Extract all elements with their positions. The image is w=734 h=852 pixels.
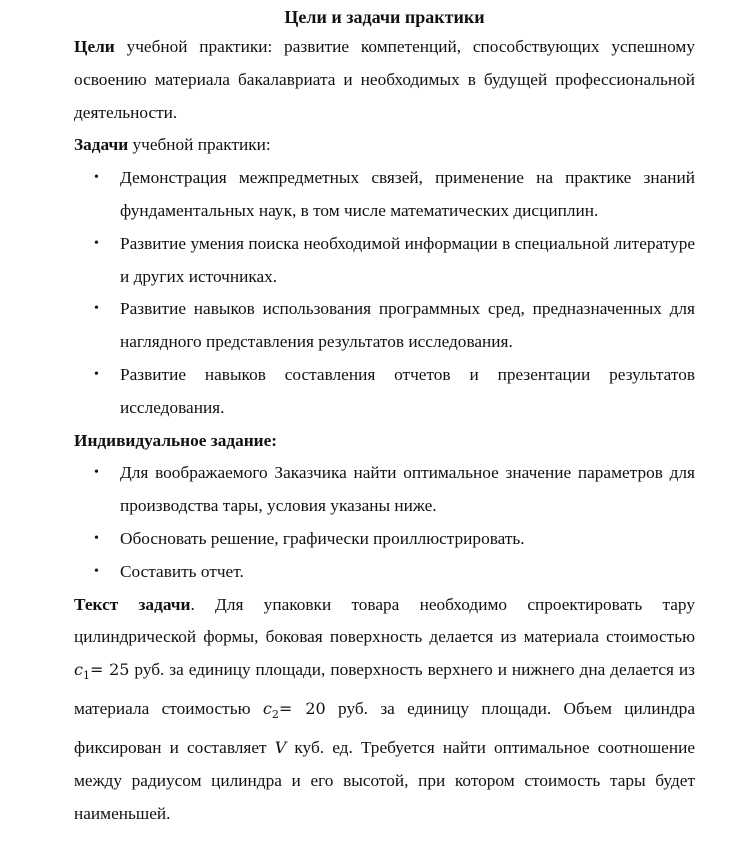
bullet-icon: • — [94, 366, 99, 382]
list-item: • Для воображаемого Заказчика найти оптимальное значение параметров для производства тары, условия указаны ниже. — [74, 457, 695, 523]
list-item: • Развитие навыков использования программных сред, предназначенных для наглядного представления результатов исследования. — [74, 293, 695, 359]
bullet-icon: • — [94, 465, 99, 481]
volume-symbol: V — [274, 738, 287, 758]
goals-paragraph — [74, 31, 695, 129]
c2-formula: $c_2$ — [262, 699, 279, 722]
bullet-icon: • — [94, 235, 99, 251]
list-item: • Развитие навыков составления отчетов и презентации результатов исследования. — [74, 359, 695, 425]
bullet-icon: • — [94, 301, 99, 317]
individual-heading: Индивидуальное задание: — [74, 430, 278, 450]
list-item: • Обосновать решение, графически проиллюстрировать. — [74, 523, 695, 556]
c2-value: = 20 — [278, 699, 326, 719]
problem-text-3: руб. за единицу площади. Объем цилиндра фиксирован и составляет — [74, 699, 695, 758]
document-page — [74, 0, 695, 831]
bullet-icon: • — [94, 170, 99, 186]
problem-text-2: руб. за единицу площади, поверхность верхнего и нижнего дна делается из материала стоимостью — [74, 660, 696, 719]
problem-text-4: куб. ед. Требуется найти оптимальное соотношение между радиусом цилиндра и его высотой, при котором стоимость тары будет наименьшей. — [74, 738, 695, 823]
list-item: • Составить отчет. — [74, 556, 695, 589]
tasks-heading — [74, 129, 695, 162]
problem-label: Текст задачи — [74, 594, 191, 614]
tasks-text: учебной практики: — [132, 135, 271, 155]
bullet-icon: • — [94, 563, 99, 579]
individual-list — [74, 457, 695, 588]
bullet-icon: • — [94, 530, 99, 546]
goals-text: учебной практики: развитие компетенций, способствующих успешному освоению материала бакалавриата и необходимых в будущей профессиональной деятельности. — [74, 37, 695, 122]
problem-paragraph — [74, 589, 695, 831]
list-item: • Демонстрация межпредметных связей, применение на практике знаний фундаментальных наук, в том числе математических дисциплин. — [74, 162, 695, 228]
tasks-list — [74, 162, 695, 424]
c1-formula: $c_1$ — [74, 660, 90, 683]
goals-label: Цели — [74, 37, 115, 56]
tasks-label: Задачи — [74, 135, 129, 155]
problem-text-1: . Для упаковки товара необходимо спроектировать тару цилиндрической формы, боковая поверхность делается из материала стоимостью — [74, 594, 695, 647]
page-title: Цели и задачи практики — [284, 7, 485, 27]
list-item: • Развитие умения поиска необходимой информации в специальной литературе и других источниках. — [74, 228, 695, 294]
c1-value: = 25 — [89, 660, 130, 680]
